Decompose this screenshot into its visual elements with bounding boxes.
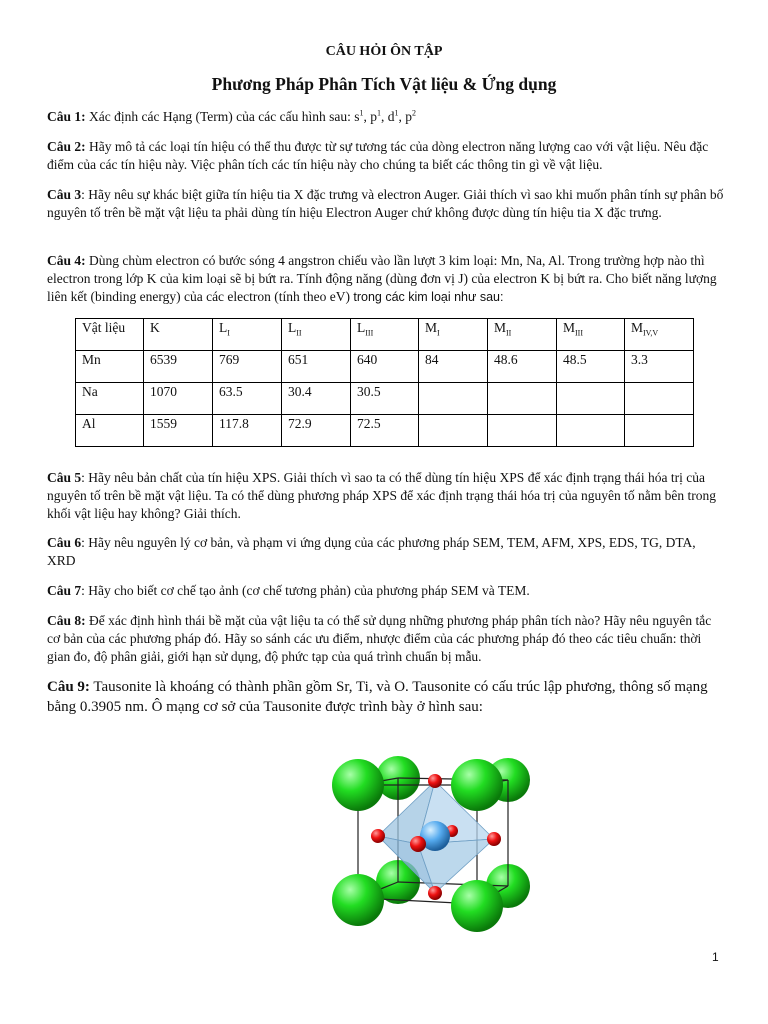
header-text: Vật liệu: [82, 320, 126, 335]
question-7-label: Câu 7: [47, 583, 82, 598]
header-subscript: I: [227, 328, 230, 338]
table-cell: 1559: [144, 415, 213, 447]
document-title: CÂU HỎI ÔN TẬP: [325, 44, 443, 59]
sr-atom: [332, 874, 384, 926]
superscript: 1: [394, 108, 399, 118]
table-header-cell: [419, 319, 488, 351]
table-cell: 3.3: [625, 351, 694, 383]
question-9-text: Tausonite là khoáng có thành phần gồm Sr, Ti, và O. Tausonite có cấu trúc lập phương, thông số mạng bằng 0.3905 nm. Ô mạng cơ sở của Tausonite được trình bày ở hình sau:: [47, 679, 708, 715]
o-atom: [487, 832, 501, 846]
header-subscript: III: [575, 328, 584, 338]
header-text: K: [150, 320, 160, 335]
question-7-text: : Hãy cho biết cơ chế tạo ảnh (cơ chế tương phản) của phương pháp SEM và TEM.: [81, 583, 530, 598]
question-3: [47, 186, 725, 222]
header-subscript: IV,V: [643, 328, 659, 338]
header-subscript: II: [296, 328, 302, 338]
sr-atom: [451, 880, 503, 932]
question-2-label: Câu 2:: [47, 139, 86, 154]
table-cell: [557, 415, 625, 447]
question-6: [47, 534, 725, 570]
question-7: [47, 582, 725, 600]
question-4-text-tail: trong các kim loại như sau:: [353, 290, 504, 304]
header-text: M: [563, 320, 576, 335]
header-text: M: [494, 320, 507, 335]
table-row: [76, 415, 694, 447]
question-1: [47, 108, 725, 126]
table-header-cell: [557, 319, 625, 351]
question-5-label: Câu 5: [47, 470, 82, 485]
table-cell: [419, 383, 488, 415]
question-2: [47, 138, 725, 174]
table-header-row: [76, 319, 694, 351]
table-cell: 30.4: [282, 383, 351, 415]
table-row: [76, 351, 694, 383]
table-cell: 48.5: [557, 351, 625, 383]
question-3-text: : Hãy nêu sự khác biệt giữa tín hiệu tia X đặc trưng và electron Auger. Giải thích vì sao khi muốn phân tính sự phân bố nguyên tố trên bề mặt vật liệu ta phải dùng tín hiệu Electron Auger chứ không được dùng tín hiệu tia X đặc trưng.: [47, 187, 724, 220]
question-4: [47, 252, 725, 306]
table-cell: [557, 383, 625, 415]
question-1-text: Xác định các Hạng (Term) của các cấu hình sau: s: [85, 109, 360, 124]
o-atom: [410, 836, 426, 852]
header-text: L: [288, 320, 297, 335]
document-subtitle: Phương Pháp Phân Tích Vật liệu & Ứng dụng: [211, 74, 557, 94]
header-text: L: [219, 320, 228, 335]
table-cell: [488, 383, 557, 415]
table-header-cell: [625, 319, 694, 351]
table-cell: 6539: [144, 351, 213, 383]
question-1-text-b: , p: [363, 109, 377, 124]
question-6-text: : Hãy nêu nguyên lý cơ bản, và phạm vi ứng dụng của các phương pháp SEM, TEM, AFM, XPS, EDS, TG, DTA, XRD: [47, 535, 696, 568]
superscript: 1: [376, 108, 381, 118]
table-cell: 30.5: [351, 383, 419, 415]
o-atom: [428, 886, 442, 900]
header-subscript: III: [365, 328, 374, 338]
table-header-cell: [351, 319, 419, 351]
question-3-label: Câu 3: [47, 187, 82, 202]
table-cell: Mn: [76, 351, 144, 383]
table-header-cell: [282, 319, 351, 351]
header-text: M: [631, 320, 644, 335]
question-5: [47, 469, 725, 523]
header-text: M: [425, 320, 438, 335]
table-cell: 651: [282, 351, 351, 383]
o-atom: [371, 829, 385, 843]
header-subscript: I: [437, 328, 440, 338]
sr-atom: [451, 759, 503, 811]
table-cell: 48.6: [488, 351, 557, 383]
table-cell: 72.5: [351, 415, 419, 447]
question-8-label: Câu 8:: [47, 613, 86, 628]
table-cell: 63.5: [213, 383, 282, 415]
question-1-text-d: , p: [398, 109, 412, 124]
question-2-text: Hãy mô tả các loại tín hiệu có thể thu được từ sự tương tác của dòng electron năng lượng cao với vật liệu. Nêu đặc điểm của các tín hiệu này. Việc phân tích các tín hiệu này cho chúng ta biết các thông tin gì về vật liệu.: [47, 139, 709, 172]
table-cell: 769: [213, 351, 282, 383]
table-cell: Na: [76, 383, 144, 415]
table-cell: 84: [419, 351, 488, 383]
question-5-text: : Hãy nêu bản chất của tín hiệu XPS. Giải thích vì sao ta có thể dùng tín hiệu XPS để xác định trạng thái hóa trị của nguyên tố trên bề mặt vật liệu. Ta có thể dùng phương pháp XPS để xác định trạng thái hóa trị của nguyên tố nằm bên trong khối vật liệu hay không? Giải thích.: [47, 470, 716, 521]
table-cell: 1070: [144, 383, 213, 415]
binding-energy-table: [75, 318, 694, 447]
table-cell: Al: [76, 415, 144, 447]
table-cell: 72.9: [282, 415, 351, 447]
question-9: [47, 677, 725, 717]
question-9-label: Câu 9:: [47, 679, 90, 695]
table-header-cell: [488, 319, 557, 351]
table-cell: [419, 415, 488, 447]
table-cell: [625, 415, 694, 447]
question-4-label: Câu 4:: [47, 253, 86, 268]
table-cell: [488, 415, 557, 447]
superscript: 1: [359, 108, 364, 118]
header-subscript: II: [506, 328, 512, 338]
table-row: [76, 383, 694, 415]
table-cell: 117.8: [213, 415, 282, 447]
question-8-text: Để xác định hình thái bề mặt của vật liệu ta có thể sử dụng những phương pháp phân tích nào? Hãy nêu nguyên tắc cơ bản của các phương pháp đó. Hãy so sánh các ưu điểm, nhược điểm của các phương pháp đó theo các tiêu chuẩn: thời gian đo, độ phân giải, giới hạn sử dụng, độ phức tạp của quá trình chuẩn bị mẫu.: [47, 613, 712, 664]
table-cell: 640: [351, 351, 419, 383]
table-header-cell: [76, 319, 144, 351]
table-header-cell: [213, 319, 282, 351]
sr-atom: [332, 759, 384, 811]
question-1-label: Câu 1:: [47, 109, 86, 124]
o-atom: [428, 774, 442, 788]
table-cell: [625, 383, 694, 415]
question-4-text: Dùng chùm electron có bước sóng 4 angstron chiếu vào lần lượt 3 kim loại: Mn, Na, Al. Trong trường hợp nào thì electron trong lớp K của kim loại sẽ bị bứt ra. Tính động năng (dùng đơn vị J) của electron K bị bứt ra. Cho biết năng lượng liên kết (binding energy) của các electron (tính theo eV): [47, 253, 717, 304]
superscript: 2: [411, 108, 416, 118]
question-6-label: Câu 6: [47, 535, 82, 550]
header-text: L: [357, 320, 366, 335]
question-8: [47, 612, 725, 666]
page-number: 1: [712, 950, 719, 964]
table-header-cell: [144, 319, 213, 351]
question-1-text-c: , d: [380, 109, 395, 124]
tausonite-unit-cell-figure: [322, 748, 544, 938]
